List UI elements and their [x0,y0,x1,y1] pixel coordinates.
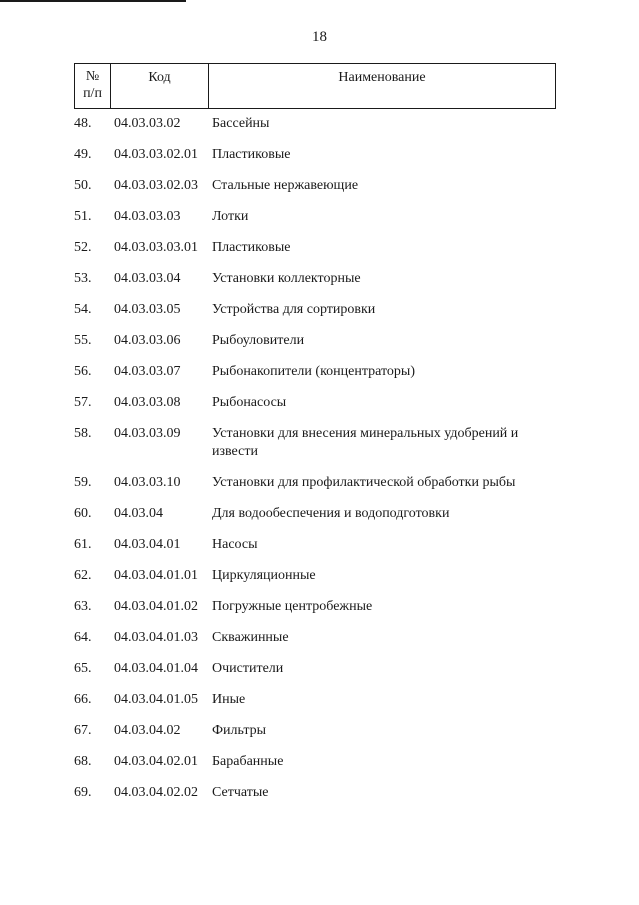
row-code: 04.03.03.02 [114,116,181,131]
row-name: Рыбонасосы [212,395,287,410]
table-row [74,270,556,288]
row-code: 04.03.04.02.01 [114,754,198,769]
table-row [74,363,556,381]
row-name: Иные [212,692,246,707]
row-code: 04.03.04.01.02 [114,599,198,614]
table-row [74,177,556,195]
row-name: Стальные нержавеющие [212,178,359,193]
row-code: 04.03.04.01 [114,537,181,552]
row-code: 04.03.03.02.03 [114,178,198,193]
header-number-symbol: № [85,69,100,84]
table-row [74,784,556,802]
row-name: Устройства для сортировки [212,302,376,317]
table-row [74,239,556,257]
row-number: 58. [74,426,92,441]
row-name: Лотки [212,209,249,224]
header-code-cell: Код [111,64,209,108]
row-code: 04.03.03.07 [114,364,181,379]
row-name: Рыбоуловители [212,333,305,348]
table-row [74,208,556,226]
row-number: 52. [74,240,92,255]
row-name: Рыбонакопители (концентраторы) [212,364,415,379]
table-row [74,474,556,492]
row-name: Пластиковые [212,147,291,162]
table-row [74,598,556,616]
row-name: Насосы [212,537,258,552]
row-code: 04.03.04.01.04 [114,661,198,676]
table-row [74,753,556,771]
row-code: 04.03.04 [114,506,163,521]
row-name: Установки коллекторные [212,271,361,286]
row-name: Барабанные [212,754,284,769]
row-code: 04.03.03.05 [114,302,181,317]
row-number: 64. [74,630,92,645]
table-row [74,425,556,461]
row-number: 63. [74,599,92,614]
table-header [74,63,556,109]
table-row [74,146,556,164]
table-row [74,505,556,523]
table-row [74,332,556,350]
top-rule [0,0,186,2]
row-number: 67. [74,723,92,738]
table-row [74,301,556,319]
table-row [74,536,556,554]
row-number: 53. [74,271,92,286]
row-name: Установки для профилактической обработки рыбы [212,475,516,490]
header-number-abbrev: п/п [83,86,102,101]
row-number: 66. [74,692,92,707]
row-name: Погружные центробежные [212,599,373,614]
row-name: Сетчатые [212,785,269,800]
row-code: 04.03.03.03 [114,209,181,224]
row-code: 04.03.04.01.01 [114,568,198,583]
row-number: 51. [74,209,92,224]
table-row [74,660,556,678]
row-number: 54. [74,302,92,317]
row-number: 59. [74,475,92,490]
row-code: 04.03.03.03.01 [114,240,198,255]
row-number: 55. [74,333,92,348]
row-number: 50. [74,178,92,193]
table-row [74,691,556,709]
row-code: 04.03.04.02 [114,723,181,738]
row-code: 04.03.03.04 [114,271,181,286]
row-number: 68. [74,754,92,769]
row-name: Пластиковые [212,240,291,255]
row-name: Бассейны [212,116,270,131]
row-name: Фильтры [212,723,267,738]
row-number: 56. [74,364,92,379]
row-name: Скважинные [212,630,289,645]
table-row [74,115,556,133]
row-code: 04.03.04.01.05 [114,692,198,707]
row-name: Установки для внесения минеральных удобрений и извести [212,426,519,459]
row-name: Циркуляционные [212,568,316,583]
header-name-cell: Наименование [338,70,426,85]
table-row [74,722,556,740]
row-code: 04.03.03.09 [114,426,181,441]
row-number: 60. [74,506,92,521]
row-number: 49. [74,147,92,162]
table-row [74,567,556,585]
row-code: 04.03.03.02.01 [114,147,198,162]
row-code: 04.03.03.10 [114,475,181,490]
table-row [74,394,556,412]
table-body [74,115,556,815]
row-number: 65. [74,661,92,676]
header-number-cell [75,64,111,108]
row-name: Для водообеспечения и водоподготовки [212,506,450,521]
table-row [74,629,556,647]
row-number: 57. [74,395,92,410]
row-number: 62. [74,568,92,583]
row-name: Очистители [212,661,284,676]
row-code: 04.03.04.02.02 [114,785,198,800]
row-code: 04.03.03.08 [114,395,181,410]
row-number: 69. [74,785,92,800]
row-number: 48. [74,116,92,131]
page-number: 18 [312,29,327,45]
row-code: 04.03.03.06 [114,333,181,348]
row-code: 04.03.04.01.03 [114,630,198,645]
row-number: 61. [74,537,92,552]
